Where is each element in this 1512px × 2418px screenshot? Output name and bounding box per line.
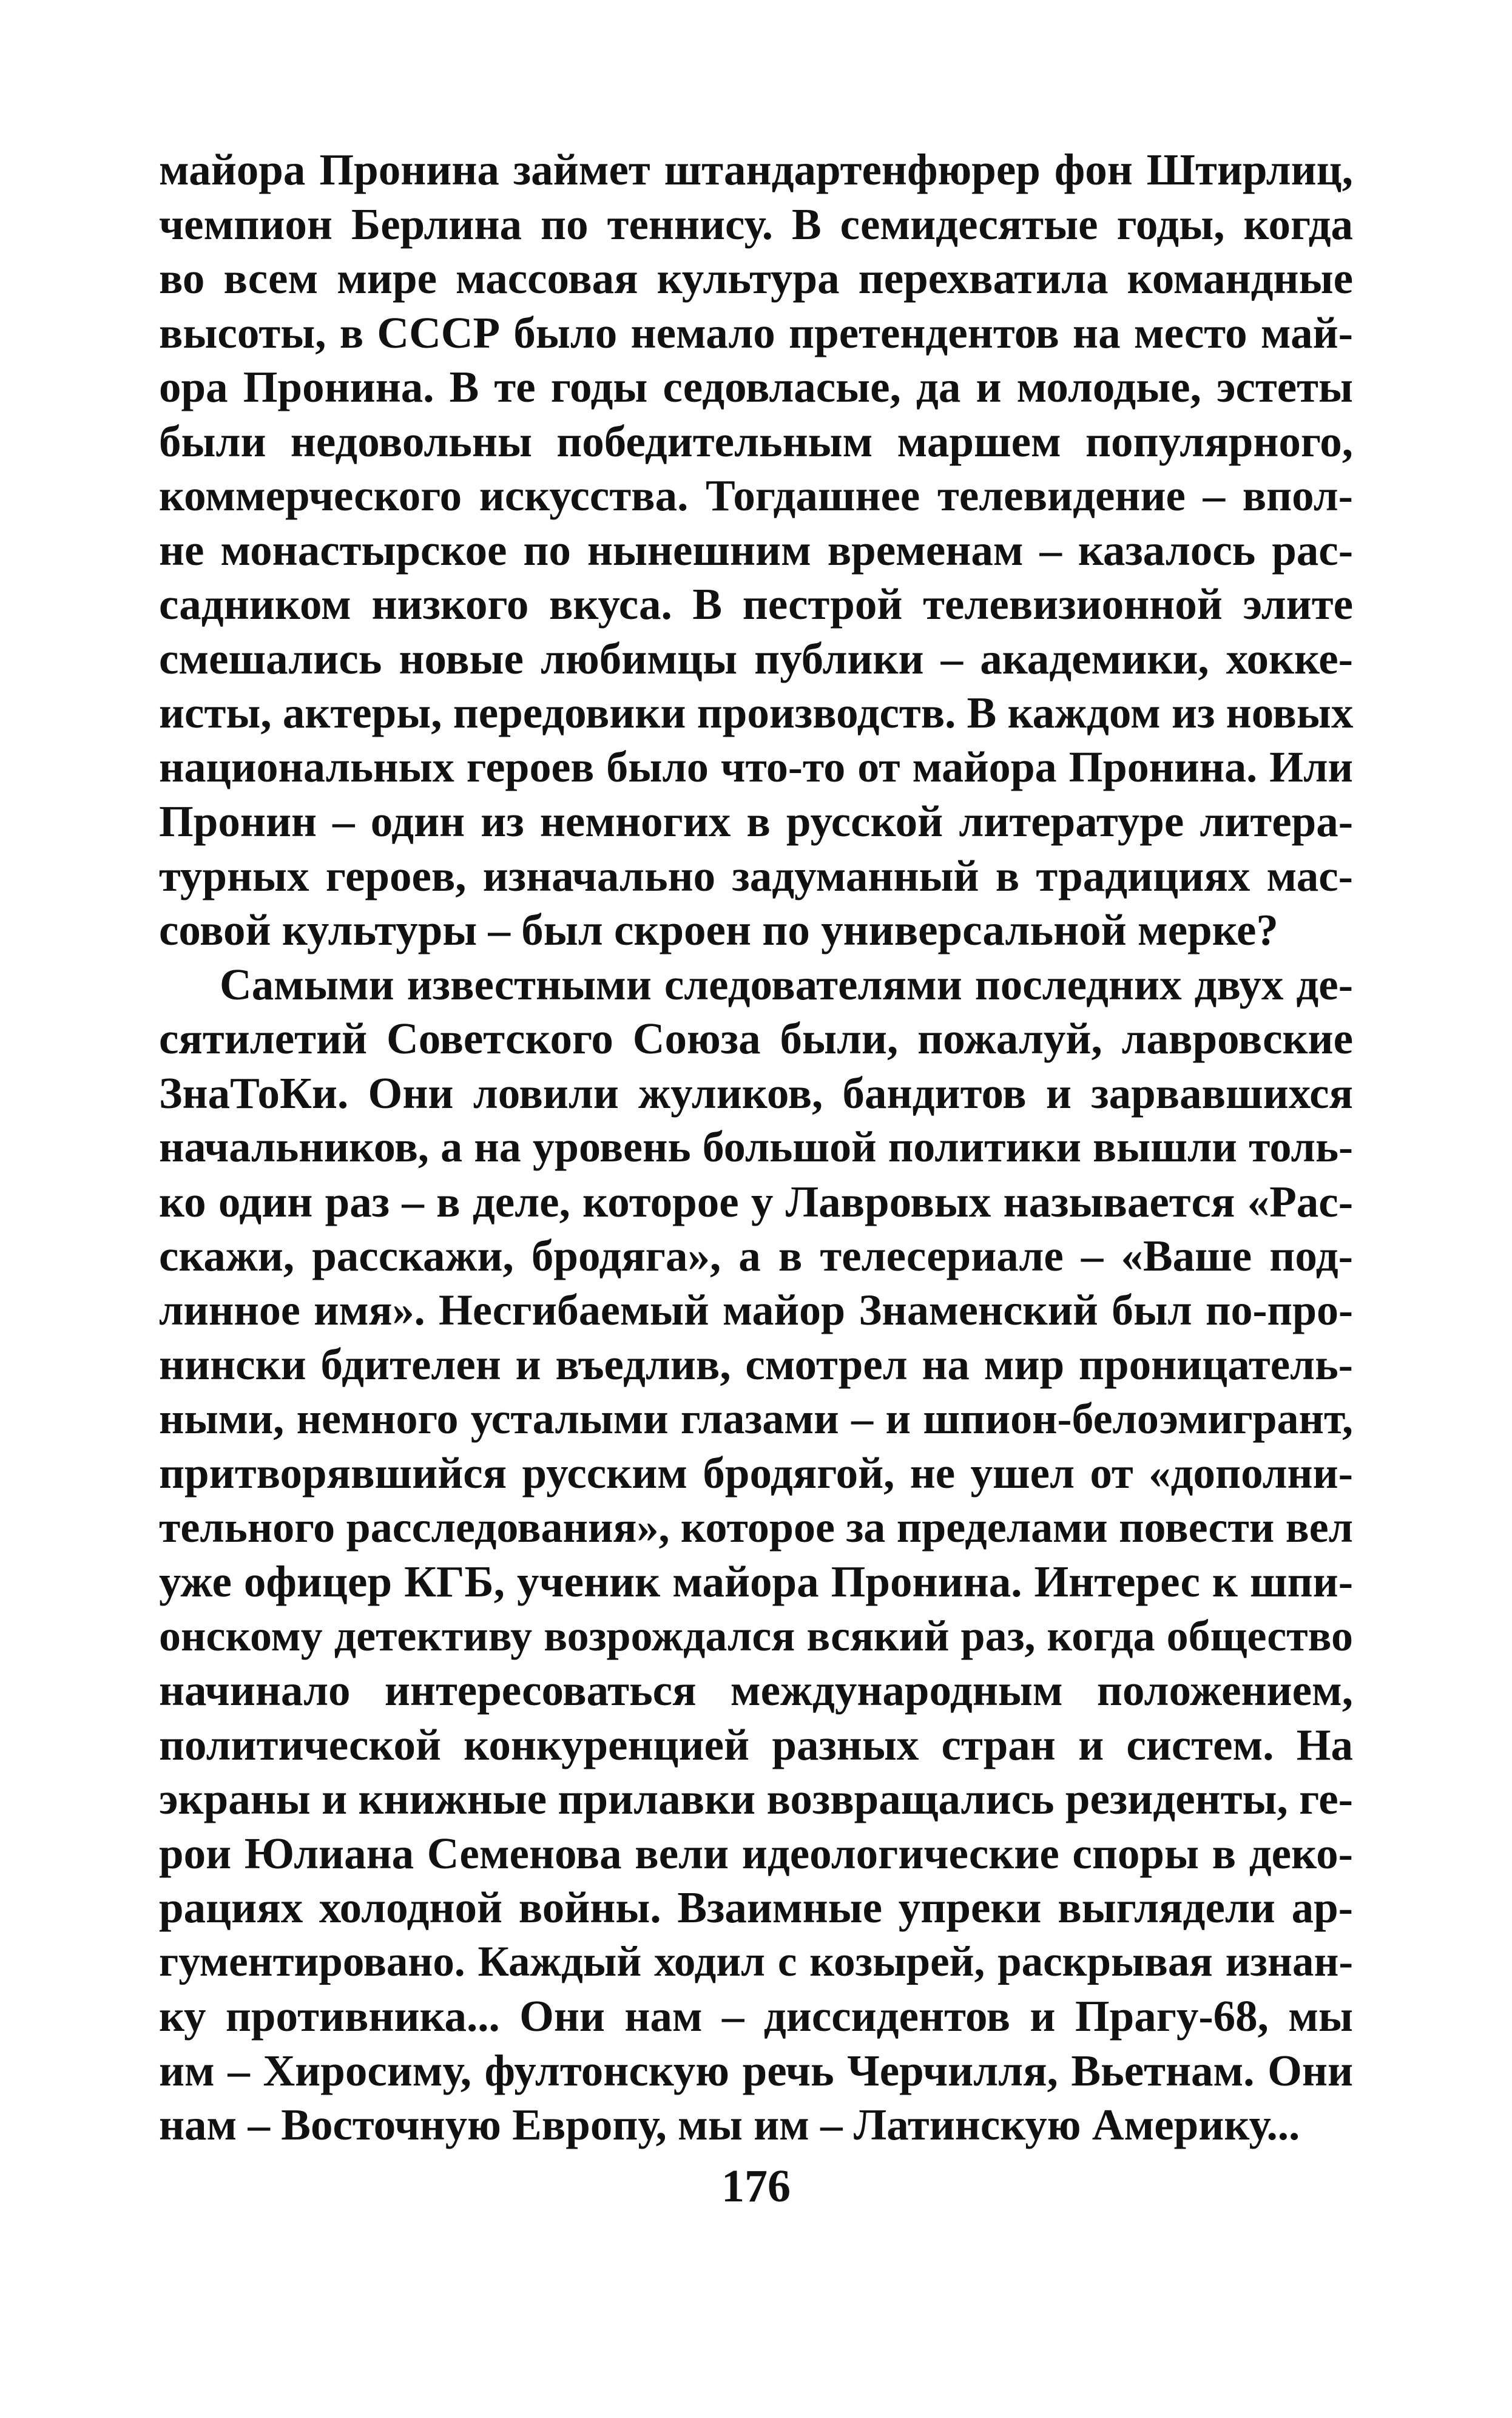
page-number: 176 xyxy=(721,2161,791,2212)
text-line: смешались новые любимцы публики – академики, хокке- xyxy=(159,633,1353,683)
text-line: чемпион Берлина по теннису. В семидесятые годы, когда xyxy=(159,199,1353,249)
text-line: уже офицер КГБ, ученик майора Пронина. Интерес к шпи- xyxy=(159,1557,1353,1606)
text-line: начинало интересоваться международным положением, xyxy=(159,1666,1353,1715)
text-line: Пронин – один из немногих в русской литературе литера- xyxy=(159,797,1353,846)
text-line: во всем мире массовая культура перехватила командные xyxy=(159,254,1353,303)
text-line: линное имя». Несгибаемый майор Знаменский был по-про- xyxy=(159,1285,1353,1334)
text-line: ными, немного усталыми глазами – и шпион-белоэмигрант, xyxy=(159,1394,1353,1443)
text-line: нински бдителен и въедлив, смотрел на мир проницатель- xyxy=(159,1340,1353,1389)
text-line: были недовольны победительным маршем популярного, xyxy=(159,416,1353,466)
text-line: коммерческого искусства. Тогдашнее телевидение – впол- xyxy=(159,471,1353,520)
text-line: ко один раз – в деле, которое у Лавровых называется «Рас- xyxy=(159,1177,1353,1226)
text-line: совой культуры – был скроен по универсальной мерке? xyxy=(159,905,1278,954)
text-line: гументировано. Каждый ходил с козырей, раскрывая изнан- xyxy=(159,1937,1353,1985)
text-line: им – Хиросиму, фултонскую речь Черчилля, Вьетнам. Они xyxy=(159,2045,1353,2095)
text-line: нам – Восточную Европу, мы им – Латинскую Америку... xyxy=(159,2100,1300,2149)
body-text xyxy=(159,143,1353,2152)
text-line: исты, актеры, передовики производств. В каждом из новых xyxy=(159,688,1353,737)
text-line: экраны и книжные прилавки возвращались резиденты, ге- xyxy=(159,1774,1353,1823)
text-line: рои Юлиана Семенова вели идеологические споры в деко- xyxy=(159,1828,1353,1878)
text-line: тельного расследования», которое за пределами повести вел xyxy=(159,1502,1353,1552)
text-line: политической конкуренцией разных стран и систем. На xyxy=(159,1720,1353,1769)
text-line: высоты, в СССР было немало претендентов на место май- xyxy=(159,308,1353,357)
text-line: ку противника... Они нам – диссидентов и Прагу-68, мы xyxy=(159,1991,1353,2041)
text-line: майора Пронина займет штандартенфюрер фон Штирлиц, xyxy=(159,145,1353,194)
text-line: турных героев, изначально задуманный в традициях мас- xyxy=(159,851,1353,900)
text-line: национальных героев было что-то от майора Пронина. Или xyxy=(159,742,1353,791)
text-line: притворявшийся русским бродягой, не ушел от «дополни- xyxy=(159,1448,1353,1498)
text-line: ЗнаТоКи. Они ловили жуликов, бандитов и зарвавшихся xyxy=(159,1068,1353,1118)
text-line: не монастырское по нынешним временам – казалось рас- xyxy=(159,525,1353,575)
text-line: начальников, а на уровень большой политики вышли толь- xyxy=(159,1123,1353,1171)
text-line: сятилетий Советского Союза были, пожалуй, лавровские xyxy=(159,1014,1353,1063)
text-line: ора Пронина. В те годы седовласые, да и молодые, эстеты xyxy=(159,362,1353,411)
text-line: рациях холодной войны. Взаимные упреки выглядели ар- xyxy=(159,1883,1353,1932)
text-line: Самыми известными следователями последних двух де- xyxy=(220,959,1353,1009)
text-line: садником низкого вкуса. В пестрой телевизионной элите xyxy=(159,579,1353,629)
text-line: скажи, расскажи, бродяга», а в телесериале – «Ваше под- xyxy=(159,1231,1353,1280)
text-line: онскому детективу возрождался всякий раз, когда общество xyxy=(159,1611,1353,1660)
